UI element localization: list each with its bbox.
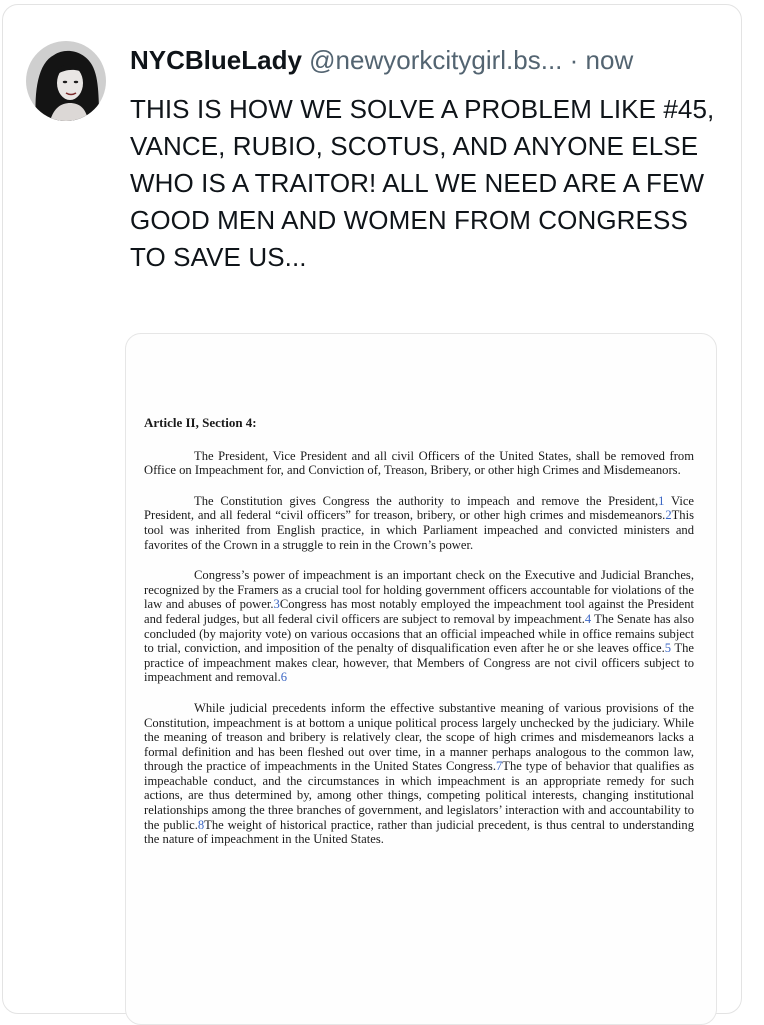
post-header [130, 41, 730, 79]
document-screenshot [144, 416, 694, 863]
document-paragraph-4: While judicial precedents inform the effective substantive meaning of various provisions of the Constitution, impeachment is at bottom a unique political process largely unchecked by the judiciary. While the meaning of treason and bribery is relatively clear, the scope of high crimes and misdemeanors lacks a formal definition and has been fleshed out over time, in a manner perhaps analogous to the common law, through the practice of impeachments in the United States Congress.7The type of behavior that qualifies as impeachable conduct, and the circumstances in which impeachment is an appropriate remedy for such actions, are thus determined by, among other things, competing political interests, changing institutional relationships among the three branches of government, and legislators’ interaction with and accountability to the public.8The weight of historical practice, rather than judicial precedent, is thus central to understanding the nature of impeachment in the United States. [144, 700, 694, 847]
display-name[interactable]: NYCBlueLady [130, 45, 302, 75]
document-paragraph-3: Congress’s power of impeachment is an important check on the Executive and Judicial Branches, recognized by the Framers as a crucial tool for holding government officers accountable for violations of the law and abuses of power.3Congress has most notably employed the impeachment tool against the President and federal judges, but all federal civil officers are subject to removal by impeachment.4 The Senate has also concluded (by majority vote) on various occasions that an official impeached while in office remains subject to trial, conviction, and imposition of the penalty of disqualification even after he or she leaves office.5 The practice of impeachment makes clear, however, that Members of Congress are not civil officers subject to impeachment and removal.6 [144, 568, 695, 685]
document-paragraph-1: The President, Vice President and all civil Officers of the United States, shall be removed from Office on Impeachment for, and Conviction of, Treason, Bribery, or other high Crimes and Misdemeanors. [144, 448, 694, 478]
footnote-8: 8 [197, 817, 205, 832]
avatar[interactable] [26, 41, 106, 121]
separator-dot: · [569, 45, 579, 75]
footnote-1: 1 [658, 493, 665, 508]
post-image[interactable] [125, 333, 717, 1025]
document-heading: Article II, Section 4: [144, 415, 257, 430]
footnote-2: 2 [665, 508, 672, 523]
document-paragraph-2: The Constitution gives Congress the authority to impeach and remove the President,1 Vice President, and all federal “civil officers” for treason, bribery, or other high crimes and misdemeanors.2This tool was inherited from English practice, in which Parliament impeached and convicted ministers and favorites of the Crown in a struggle to rein in the Crown’s power. [144, 493, 695, 552]
timestamp[interactable]: now [585, 45, 634, 75]
footnote-3: 3 [273, 597, 280, 612]
footnote-4: 4 [584, 611, 592, 626]
footnote-5: 5 [664, 641, 672, 656]
post-text: THIS IS HOW WE SOLVE A PROBLEM LIKE #45, VANCE, RUBIO, SCOTUS, AND ANYONE ELSE WHO IS A TRAITOR! ALL WE NEED ARE A FEW GOOD MEN AND WOMEN FROM CONGRESS TO SAVE US... [130, 94, 715, 272]
user-handle[interactable]: @newyorkcitygirl.bs... [309, 45, 563, 75]
post-card[interactable] [2, 4, 742, 1014]
footnote-7: 7 [495, 759, 503, 774]
footnote-6: 6 [280, 670, 288, 685]
avatar-image [26, 41, 106, 121]
